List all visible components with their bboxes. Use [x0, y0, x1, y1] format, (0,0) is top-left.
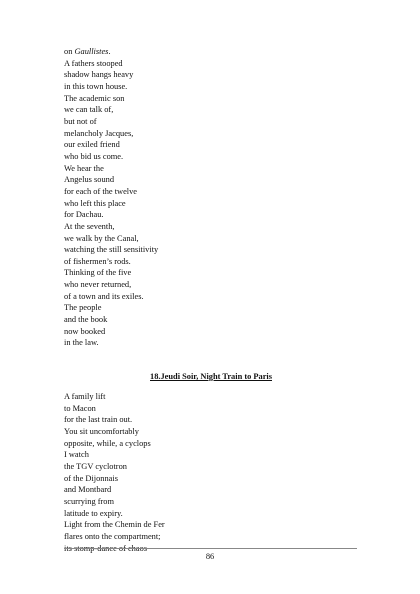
poem-line: opposite, while, a cyclops — [64, 438, 151, 448]
poem-line: We hear the — [64, 163, 104, 173]
poem-line: melancholy Jacques, — [64, 128, 134, 138]
page-number: 86 — [205, 552, 215, 561]
poem-line: now booked — [64, 326, 106, 336]
poem-line: I watch — [64, 450, 89, 460]
poem-line: but not of — [64, 116, 97, 126]
poem-line: in this town house. — [64, 81, 128, 91]
poem-line: The people — [64, 303, 102, 313]
poem-line: Thinking of the five — [64, 268, 132, 278]
poem-line: who bid us come. — [64, 151, 124, 161]
poem-line: on Gaullistes. — [64, 47, 111, 56]
poem-line: of fishermen’s rods. — [64, 256, 131, 266]
poem-line: and the book — [64, 315, 108, 325]
poem-continued — [64, 46, 158, 349]
poem-line: You sit uncomfortably — [64, 426, 139, 436]
poem-line: for each of the twelve — [64, 186, 138, 196]
poem-line: watching the still sensitivity — [64, 245, 159, 255]
poem-line: we can talk of, — [64, 105, 114, 115]
poem-line: Light from the Chemin de Fer — [64, 520, 165, 530]
poem-line: latitude to expiry. — [64, 508, 123, 518]
poem-line: for the last train out. — [64, 415, 133, 425]
poem-next — [64, 391, 165, 554]
poem-line: of a town and its exiles. — [64, 291, 144, 301]
poem-line: to Macon — [64, 403, 96, 413]
poem-line: The academic son — [64, 93, 125, 103]
poem-line: its stomp-dance of chaos — [64, 543, 148, 553]
poem-line: Angelus sound — [64, 175, 115, 185]
poem-line: in the law. — [64, 338, 99, 348]
poem-line: the TGV cyclotron — [64, 461, 127, 471]
poem-line: for Dachau. — [64, 210, 104, 220]
poem-line: shadow hangs heavy — [64, 70, 134, 80]
poem-line: our exiled friend — [64, 140, 120, 150]
poem-line: who never returned, — [64, 280, 132, 290]
poem-line: we walk by the Canal, — [64, 233, 139, 243]
poem-line: who left this place — [64, 198, 126, 208]
poem-line: A fathers stooped — [64, 58, 123, 68]
footer-rule — [64, 548, 357, 549]
poem-line: A family lift — [64, 392, 106, 401]
poem-line: flares onto the compartment; — [64, 531, 161, 541]
poem-heading: 18.Jeudi Soir, Night Train to Paris — [150, 372, 272, 381]
poem-line: of the Dijonnais — [64, 473, 118, 483]
poem-line: and Montbard — [64, 485, 112, 495]
poem-line: At the seventh, — [64, 221, 115, 231]
poem-line: scurrying from — [64, 496, 115, 506]
